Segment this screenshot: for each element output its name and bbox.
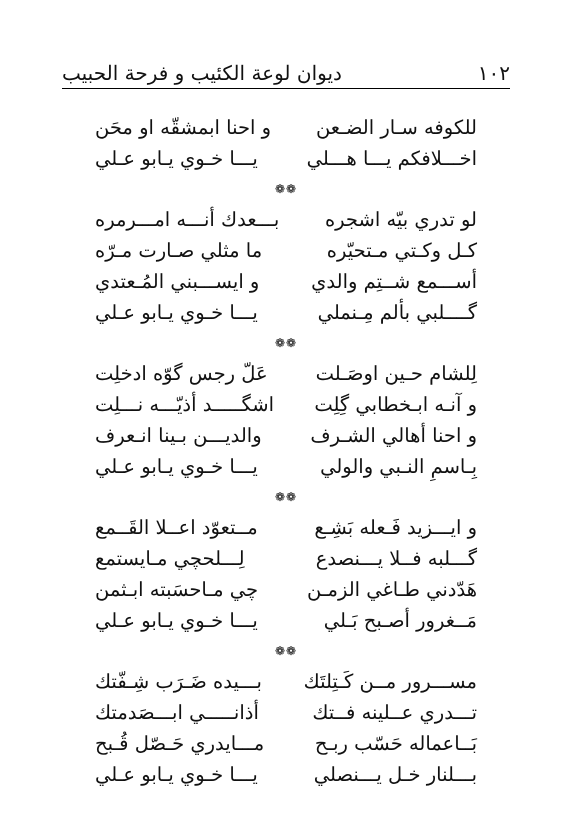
stanza xyxy=(0,512,572,636)
first-hemistich: گـــلبه فــلا يـــنصدع xyxy=(315,547,477,570)
first-hemistich: گــــلبي بألم مِـنملي xyxy=(317,301,477,324)
page-header xyxy=(62,60,510,86)
first-hemistich: كـل وكـتي مـتحيّره xyxy=(326,239,477,262)
stanza-divider-ornament: ❁❁ xyxy=(274,182,298,196)
stanza-divider-ornament: ❁❁ xyxy=(274,644,298,658)
verse-line xyxy=(0,235,572,266)
verse-line xyxy=(0,543,572,574)
verse-line xyxy=(0,266,572,297)
second-hemistich: مــتعوّد اعــلا القَــمع xyxy=(95,516,258,539)
verse-line xyxy=(0,143,572,174)
verse-line xyxy=(0,512,572,543)
second-hemistich: يـــا خـوي يـابو عـلي xyxy=(95,763,258,786)
first-hemistich: بَــاعماله حَسّب ربـح xyxy=(314,732,477,755)
first-hemistich: و احنا أهالي الشـرف xyxy=(310,424,477,447)
second-hemistich: يـــا خـوي يـابو عـلي xyxy=(95,455,258,478)
verse-line xyxy=(0,759,572,790)
page-number: ١٠٢ xyxy=(477,61,510,85)
first-hemistich: للكوفه سـار الضـعن xyxy=(315,116,477,139)
second-hemistich: و ايســـبني المُـعتدي xyxy=(95,270,260,293)
stanza-divider-ornament: ❁❁ xyxy=(274,336,298,350)
second-hemistich: يـــا خـوي يـابو عـلي xyxy=(95,147,258,170)
second-hemistich: بـــيده ضَـرَب شِـفّتك xyxy=(95,670,262,693)
first-hemistich: مســـرور مــن كَـتِلتَك xyxy=(303,670,477,693)
verse-line xyxy=(0,112,572,143)
stanza xyxy=(0,666,572,790)
poem-body xyxy=(0,112,572,790)
stanza-divider-ornament: ❁❁ xyxy=(274,490,298,504)
first-hemistich: لِلشام حـين اوصَـلت xyxy=(315,362,477,385)
second-hemistich: چي مـاحسَبته ابـثمن xyxy=(95,578,259,601)
first-hemistich: هَدّدني طـاغي الزمـن xyxy=(306,578,477,601)
stanza xyxy=(0,112,572,174)
second-hemistich: والديـــن بـينا انـعرف xyxy=(95,424,262,447)
second-hemistich: مـــايدري حَـصّل قُـبح xyxy=(95,732,265,755)
second-hemistich: يـــا خـوي يـابو عـلي xyxy=(95,609,258,632)
verse-line xyxy=(0,697,572,728)
first-hemistich: بـــلنار خـل يـــنصلي xyxy=(313,763,477,786)
first-hemistich: اخـــلافكم يـــا هـــلي xyxy=(306,147,477,170)
first-hemistich: بِـاسمِ النـبي والولي xyxy=(320,455,477,478)
first-hemistich: مَــغرور أصـبح بَـلي xyxy=(323,609,477,632)
verse-line xyxy=(0,420,572,451)
second-hemistich: ما مثلي صـارت مـرّه xyxy=(95,239,263,262)
stanza xyxy=(0,358,572,482)
first-hemistich: لو تدري بيّه اشجره xyxy=(324,208,477,231)
verse-line xyxy=(0,451,572,482)
first-hemistich: و آنـه ابـخطابي گِلِت xyxy=(314,393,477,416)
verse-line xyxy=(0,204,572,235)
header-rule xyxy=(62,88,510,89)
verse-line xyxy=(0,358,572,389)
verse-line xyxy=(0,389,572,420)
second-hemistich: يـــا خـوي يـابو عـلي xyxy=(95,301,258,324)
first-hemistich: و ايـــزيد فَـعله بَشِـع xyxy=(314,516,477,539)
second-hemistich: أذانـــــي ابـــصَدمتك xyxy=(95,701,259,724)
verse-line xyxy=(0,666,572,697)
second-hemistich: لِـــلحچي مـايستمع xyxy=(95,547,245,570)
first-hemistich: تـــدري عــلينه فــتك xyxy=(312,701,477,724)
verse-line xyxy=(0,728,572,759)
stanza xyxy=(0,204,572,328)
second-hemistich: اشگـــــد أذيّـــه نـــلِت xyxy=(95,393,275,416)
second-hemistich: بـــعدك أنـــه امـــرمره xyxy=(95,208,280,231)
running-title: ديوان لوعة الكئيب و فرحة الحبيب xyxy=(62,61,342,85)
first-hemistich: أســـمع شــتِم والدي xyxy=(311,270,477,293)
verse-line xyxy=(0,574,572,605)
verse-line xyxy=(0,297,572,328)
verse-line xyxy=(0,605,572,636)
second-hemistich: و احنا ابمشقّه او محَن xyxy=(95,116,272,139)
second-hemistich: عَلّ رجس گوّه ادخلِت xyxy=(95,362,268,385)
